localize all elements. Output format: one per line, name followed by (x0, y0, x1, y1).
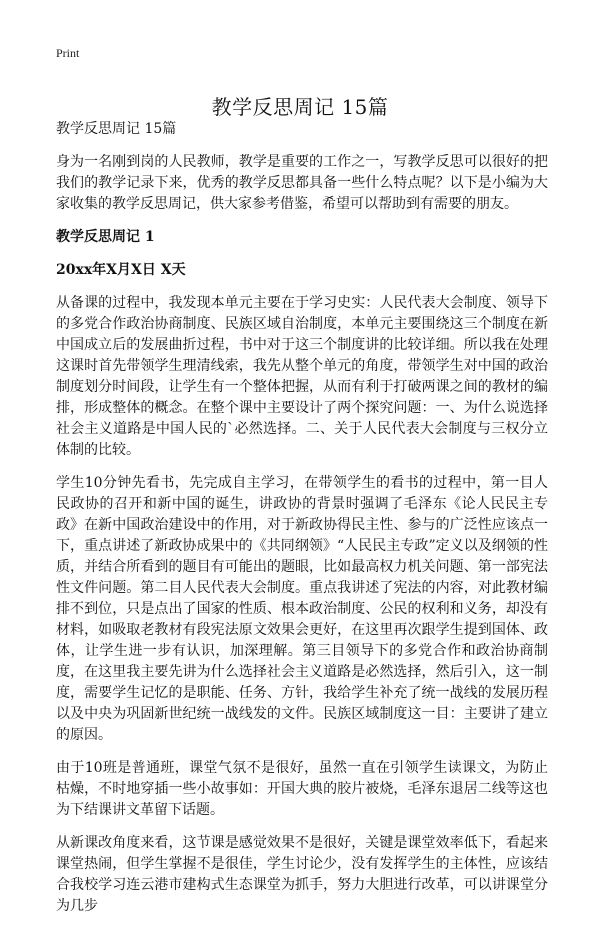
body-paragraph-4: 从新课改角度来看，这节课是感觉效果不是很好，关键是课堂效率低下，看起来课堂热闹，但学生掌握不是很佳，学生讨论少，没有发挥学生的主体性，应该结合我校学习连云港市建构式生态课堂为抓手，努力大胆进行改革，可以讲课堂分为几步 (56, 835, 548, 914)
date-line: 20xx年X月X日 X天 (56, 262, 186, 278)
body-paragraph-2: 学生10分钟先看书，先完成自主学习，在带领学生的看书的过程中，第一目人民政协的召开和新中国的诞生，讲政协的背景时强调了毛泽东《论人民民主专政》在新中国政治建设中的作用，对于新政协得民主性、参与的广泛性应该点一下，重点讲述了新政协成果中的《共同纲领》“人民民主专政”定义以及纲领的性质，并结合所看到的题目有可能出的题眼，比如最高权力机关问题、第一部宪法性文件问题。第二目人民代表大会制度。重点我讲述了宪法的内容，对此教材编排不到位，只是点出了国家的性质、根本政治制度、公民的权利和义务，却没有材料，如吸取老教材有段宪法原文效果会更好，在这里再次跟学生提到国体、政体，让学生进一步有认识，加深理解。第三目领导下的多党合作和政治协商制度，在这里我主要先讲为什么选择社会主义道路是必然选择，然后引入，这一制度，需要学生记忆的是职能、任务、方针，我给学生补充了统一战线的发展历程以及中央为巩固新世纪统一战线发的文件。民族区域制度这一目：主要讲了建立的原因。 (56, 475, 548, 743)
intro-paragraph: 身为一名刚到岗的人民教师，教学是重要的工作之一，写教学反思可以很好的把我们的教学记录下来，优秀的教学反思都具备一些什么特点呢？以下是小编为大家收集的教学反思周记，供大家参考借鉴，希望可以帮助到有需要的朋友。 (56, 154, 548, 212)
document-title: 教学反思周记 15篇 (211, 95, 389, 120)
section-heading: 教学反思周记 1 (56, 229, 155, 245)
body-paragraph-1: 从备课的过程中，我发现本单元主要在于学习史实：人民代表大会制度、领导下的多党合作政治协商制度、民族区域自治制度，本单元主要围绕这三个制度在新中国成立后的发展曲折过程，书中对于这三个制度讲的比较详细。所以我在处理这课时首先带领学生理清线索，我先从整个单元的角度，带领学生对中国的政治制度划分时间段，让学生有一个整体把握，从而有利于打破两课之间的教材的编排，形成整体的概念。在整个课中主要设计了两个探究问题：一、为什么说选择社会主义道路是中国人民的`必然选择。二、关于人民代表大会制度与三权分立体制的比较。 (56, 295, 548, 458)
body-paragraph-3: 由于10班是普通班，课堂气氛不是很好，虽然一直在引领学生读课文，为防止枯燥，不时地穿插一些小故事如：开国大典的胶片被烧，毛泽东退居二线等这也为下结课讲文革留下话题。 (56, 760, 548, 818)
document-subtitle: 教学反思周记 15篇 (56, 121, 177, 137)
document-body (56, 119, 548, 929)
print-label[interactable]: Print (56, 46, 80, 60)
